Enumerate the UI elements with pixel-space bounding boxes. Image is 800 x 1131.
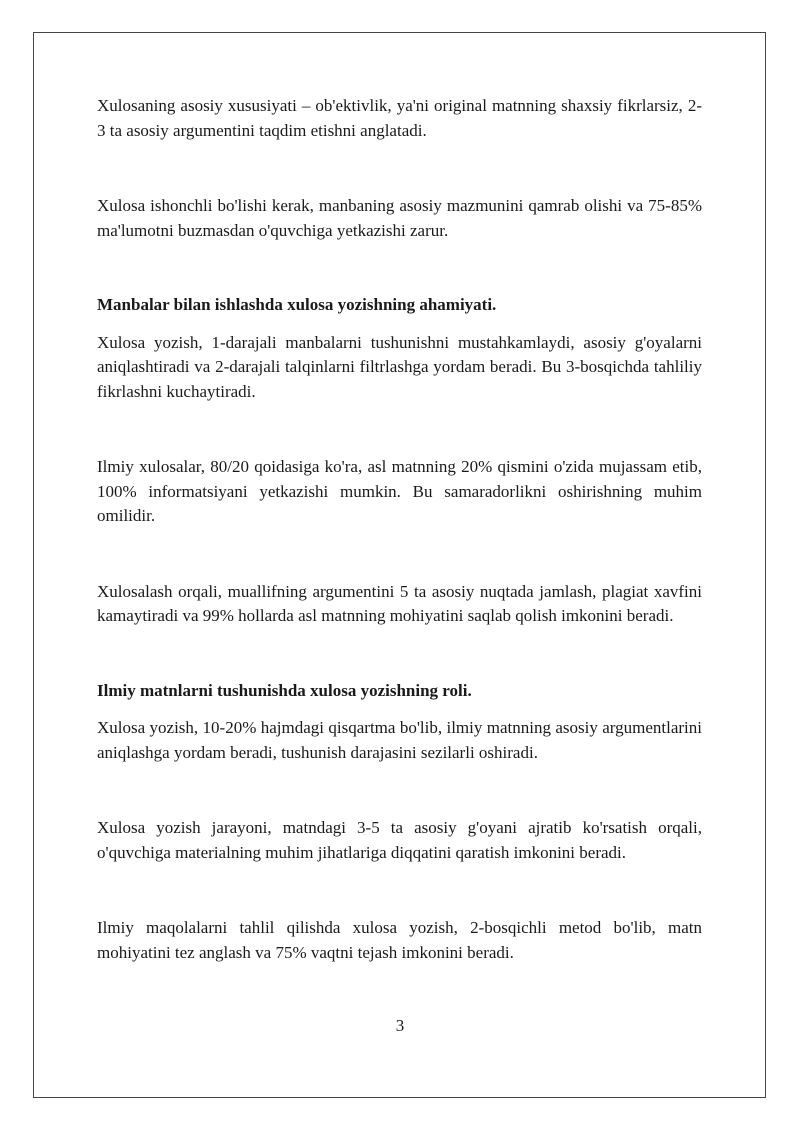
section-heading-sources: Manbalar bilan ishlashda xulosa yozishning ahamiyati. [97, 295, 497, 314]
paragraph-sources-2: Ilmiy xulosalar, 80/20 qoidasiga ko'ra, asl matnning 20% qismini o'zida mujassam etib, 100% informatsiyani yetkazishi mumkin. Bu samaradorlikni oshirishning muhim omilidir. [97, 457, 702, 525]
paragraph-objectivity: Xulosaning asosiy xususiyati – ob'ektivlik, ya'ni original matnning shaxsiy fikrlarsiz, 2-3 ta asosiy argumentini taqdim etishni anglatadi. [97, 96, 702, 140]
paragraph-scientific-2: Xulosa yozish jarayoni, matndagi 3-5 ta asosiy g'oyani ajratib ko'rsatish orqali, o'quvchiga materialning muhim jihatlariga diqqatini qaratish imkonini beradi. [97, 818, 702, 862]
section-heading-scientific-texts: Ilmiy matnlarni tushunishda xulosa yozishning roli. [97, 680, 472, 700]
page-content [97, 94, 702, 965]
paragraph-scientific-1: Xulosa yozish, 10-20% hajmdagi qisqartma bo'lib, ilmiy matnning asosiy argumentlarini aniqlashga yordam beradi, tushunish darajasini sezilarli oshiradi. [97, 718, 702, 762]
paragraph-scientific-3: Ilmiy maqolalarni tahlil qilishda xulosa yozish, 2-bosqichli metod bo'lib, matn mohiyatini tez anglash va 75% vaqtni tejash imkonini beradi. [97, 918, 702, 962]
paragraph-sources-3: Xulosalash orqali, muallifning argumentini 5 ta asosiy nuqtada jamlash, plagiat xavfini kamaytiradi va 99% hollarda asl matnning mohiyatini saqlab qolish imkonini beradi. [97, 581, 702, 625]
page-number: 3 [395, 1016, 405, 1035]
paragraph-sources-1: Xulosa yozish, 1-darajali manbalarni tushunishni mustahkamlaydi, asosiy g'oyalarni aniqlashtiradi va 2-darajali talqinlarni filtrlashga yordam beradi. Bu 3-bosqichda tahliliy fikrlashni kuchaytiradi. [97, 332, 702, 401]
paragraph-reliability: Xulosa ishonchli bo'lishi kerak, manbaning asosiy mazmunini qamrab olishi va 75-85% ma'lumotni buzmasdan o'quvchiga yetkazishi zarur. [97, 196, 702, 240]
